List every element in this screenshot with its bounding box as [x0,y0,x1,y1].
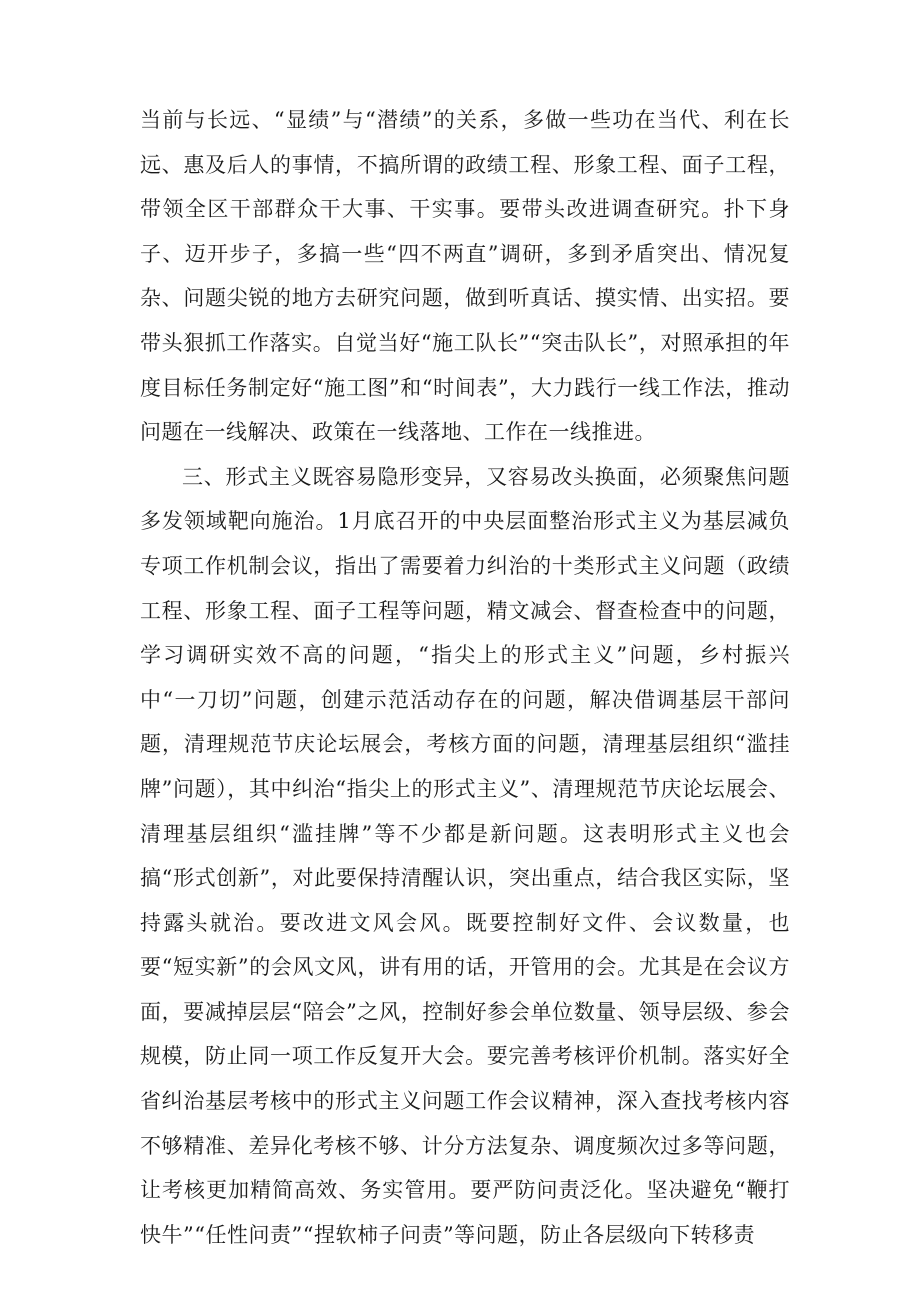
paragraph-continuation: 当前与长远、“显绩”与“潜绩”的关系，多做一些功在当代、利在长远、惠及后人的事情，不搞所谓的政绩工程、形象工程、面子工程，带领全区干部群众干大事、干实事。要带头改进调查研究。扑下身子、迈开步子，多搞一些“四不两直”调研，多到矛盾突出、情况复杂、问题尖锐的地方去研究问题，做到听真话、摸实情、出实招。要带头狠抓工作落实。自觉当好“施工队长”“突击队长”，对照承担的年度目标任务制定好“施工图”和“时间表”，大力践行一线工作法，推动问题在一线解决、政策在一线落地、工作在一线推进。 [140,108,790,445]
paragraph-section-three: 三、形式主义既容易隐形变异，又容易改头换面，必须聚焦问题多发领域靶向施治。1月底召开的中央层面整治形式主义为基层减负专项工作机制会议，指出了需要着力纠治的十类形式主义问题（政绩工程、形象工程、面子工程等问题，精文减会、督查检查中的问题，学习调研实效不高的问题，“指尖上的形式主义”问题，乡村振兴中“一刀切”问题，创建示范活动存在的问题，解决借调基层干部问题，清理规范节庆论坛展会，考核方面的问题，清理基层组织“滥挂牌”问题），其中纠治“指尖上的形式主义”、清理规范节庆论坛展会、清理基层组织“滥挂牌”等不少都是新问题。这表明形式主义也会搞“形式创新”，对此要保持清醒认识，突出重点，结合我区实际，坚持露头就治。要改进文风会风。既要控制好文件、会议数量，也要“短实新”的会风文风，讲有用的话，开管用的会。尤其是在会议方面，要减掉层层“陪会”之风，控制好参会单位数量、领导层级、参会规模，防止同一项工作反复开大会。要完善考核评价机制。落实好全省纠治基层考核中的形式主义问题工作会议精神，深入查找考核内容不够精准、差异化考核不够、计分方法复杂、调度频次过多等问题，让考核更加精简高效、务实管用。要严防问责泛化。坚决避免“鞭打快牛”“任性问责”“捏软柿子问责”等问题，防止各层级向下转移责 [140,464,790,1247]
document-body [140,98,790,1257]
